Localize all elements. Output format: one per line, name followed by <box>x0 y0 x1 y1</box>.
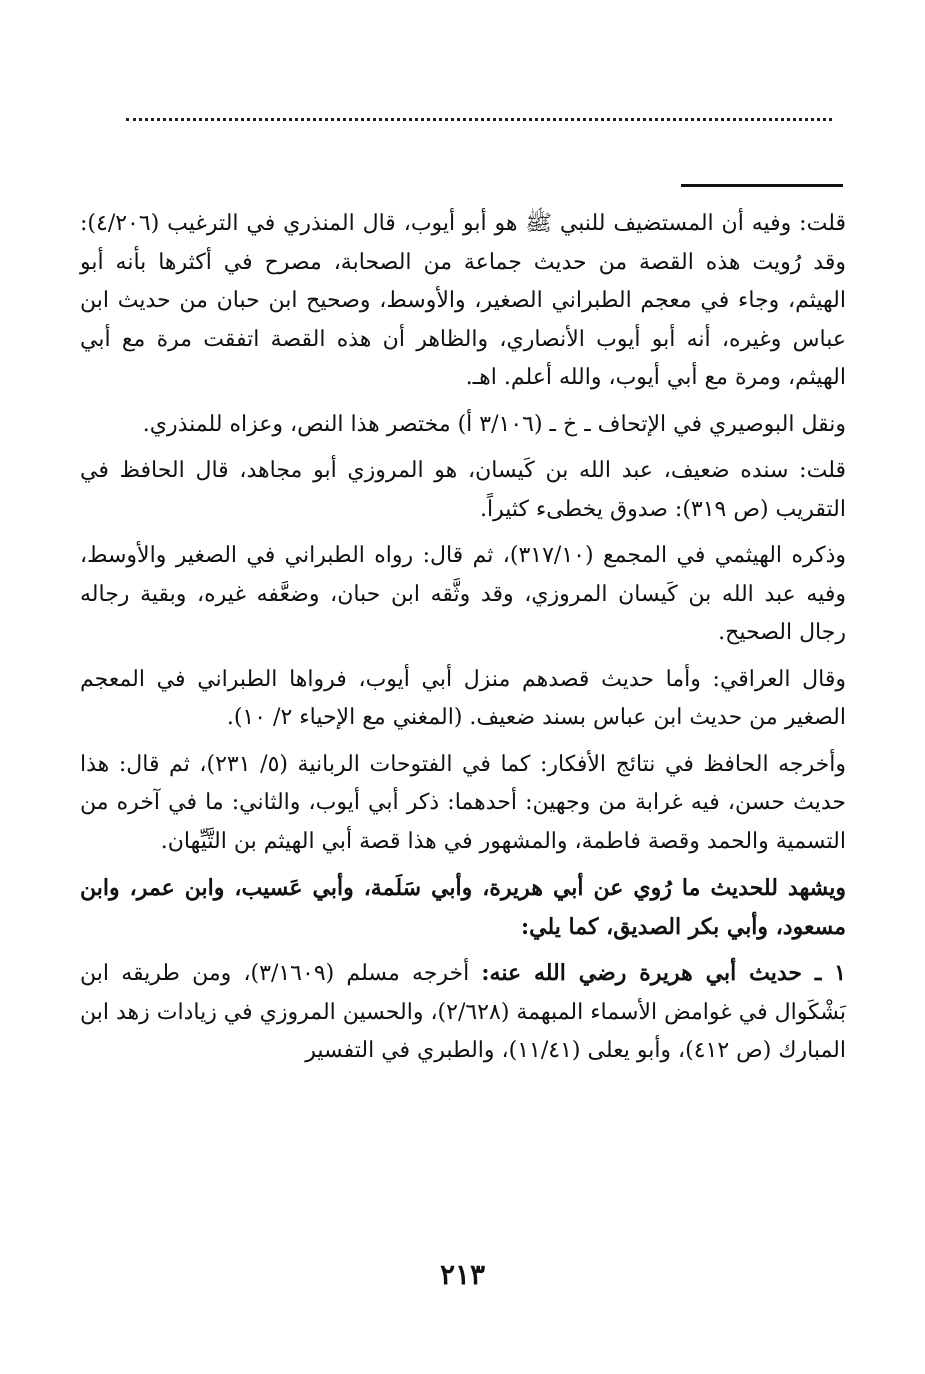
footnote-rule <box>681 184 843 187</box>
paragraph: وقال العراقي: وأما حديث قصدهم منزل أبي أيوب، فرواها الطبراني في المعجم الصغير من حديث ابن عباس بسند ضعيف. (المغني مع الإحياء ٢/ ١٠). <box>80 666 846 730</box>
page-number: ٢١٣ <box>439 1258 486 1291</box>
paragraph: ونقل البوصيري في الإتحاف ـ خ ـ (٣/١٠٦ أ) مختصر هذا النص، وعزاه للمنذري. <box>142 411 846 437</box>
paragraph: قلت: سنده ضعيف، عبد الله بن كَيسان، هو المروزي أبو مجاهد، قال الحافظ في التقريب (ص ٣١٩): صدوق يخطىء كثيراً. <box>80 458 846 522</box>
paragraph: وذكره الهيثمي في المجمع (٣١٧/١٠)، ثم قال: رواه الطبراني في الصغير والأوسط، وفيه عبد الله بن كَيسان المروزي، وقد وثَّقه ابن حبان، وضعَّفه غيره، وبقية رجاله رجال الصحيح. <box>80 543 847 645</box>
bold-paragraph: ويشهد للحديث ما رُوي عن أبي هريرة، وأبي سَلَمة، وأبي عَسيب، وابن عمر، وابن مسعود، وأبي بكر الصديق، كما يلي: <box>80 875 846 940</box>
numbered-text: أخرجه مسلم (٣/١٦٠٩)، ومن طريقه ابن بَشْكَوال في غوامض الأسماء المبهمة (٢/٦٢٨)، والحسين المروزي في زيادات زهد ابن المبارك (ص ٤١٢)، وأبو يعلى (١١/٤١)، والطبري في التفسير <box>80 961 846 1063</box>
numbered-paragraph <box>80 954 846 1071</box>
paragraph: قلت: وفيه أن المستضيف للنبي ﷺ هو أبو أيوب، قال المنذري في الترغيب (٤/٢٠٦): وقد رُويت هذه القصة من حديث جماعة من الصحابة، مصرح في أكثرها بأنه أبو الهيثم، وجاء في معجم الطبراني الصغير، والأوسط، وصحيح ابن حبان من حديث ابن عباس وغيره، أنه أبو أيوب الأنصاري، والظاهر أن هذه القصة اتفقت مرة مع أبي الهيثم، ومرة مع أبي أيوب، والله أعلم. اهـ. <box>80 211 846 390</box>
page-body <box>80 205 846 1079</box>
paragraph: وأخرجه الحافظ في نتائج الأفكار: كما في الفتوحات الربانية (٥/ ٢٣١)، ثم قال: هذا حديث حسن، فيه غرابة من وجهين: أحدهما: ذكر أبي أيوب، والثاني: ما في آخره من التسمية والحمد وقصة فاطمة، والمشهور في هذا قصة أبي الهيثم بن التَّيِّهان. <box>80 751 847 854</box>
numbered-heading: ١ ـ حديث أبي هريرة رضي الله عنه: <box>481 960 846 986</box>
dotted-separator <box>126 118 832 121</box>
